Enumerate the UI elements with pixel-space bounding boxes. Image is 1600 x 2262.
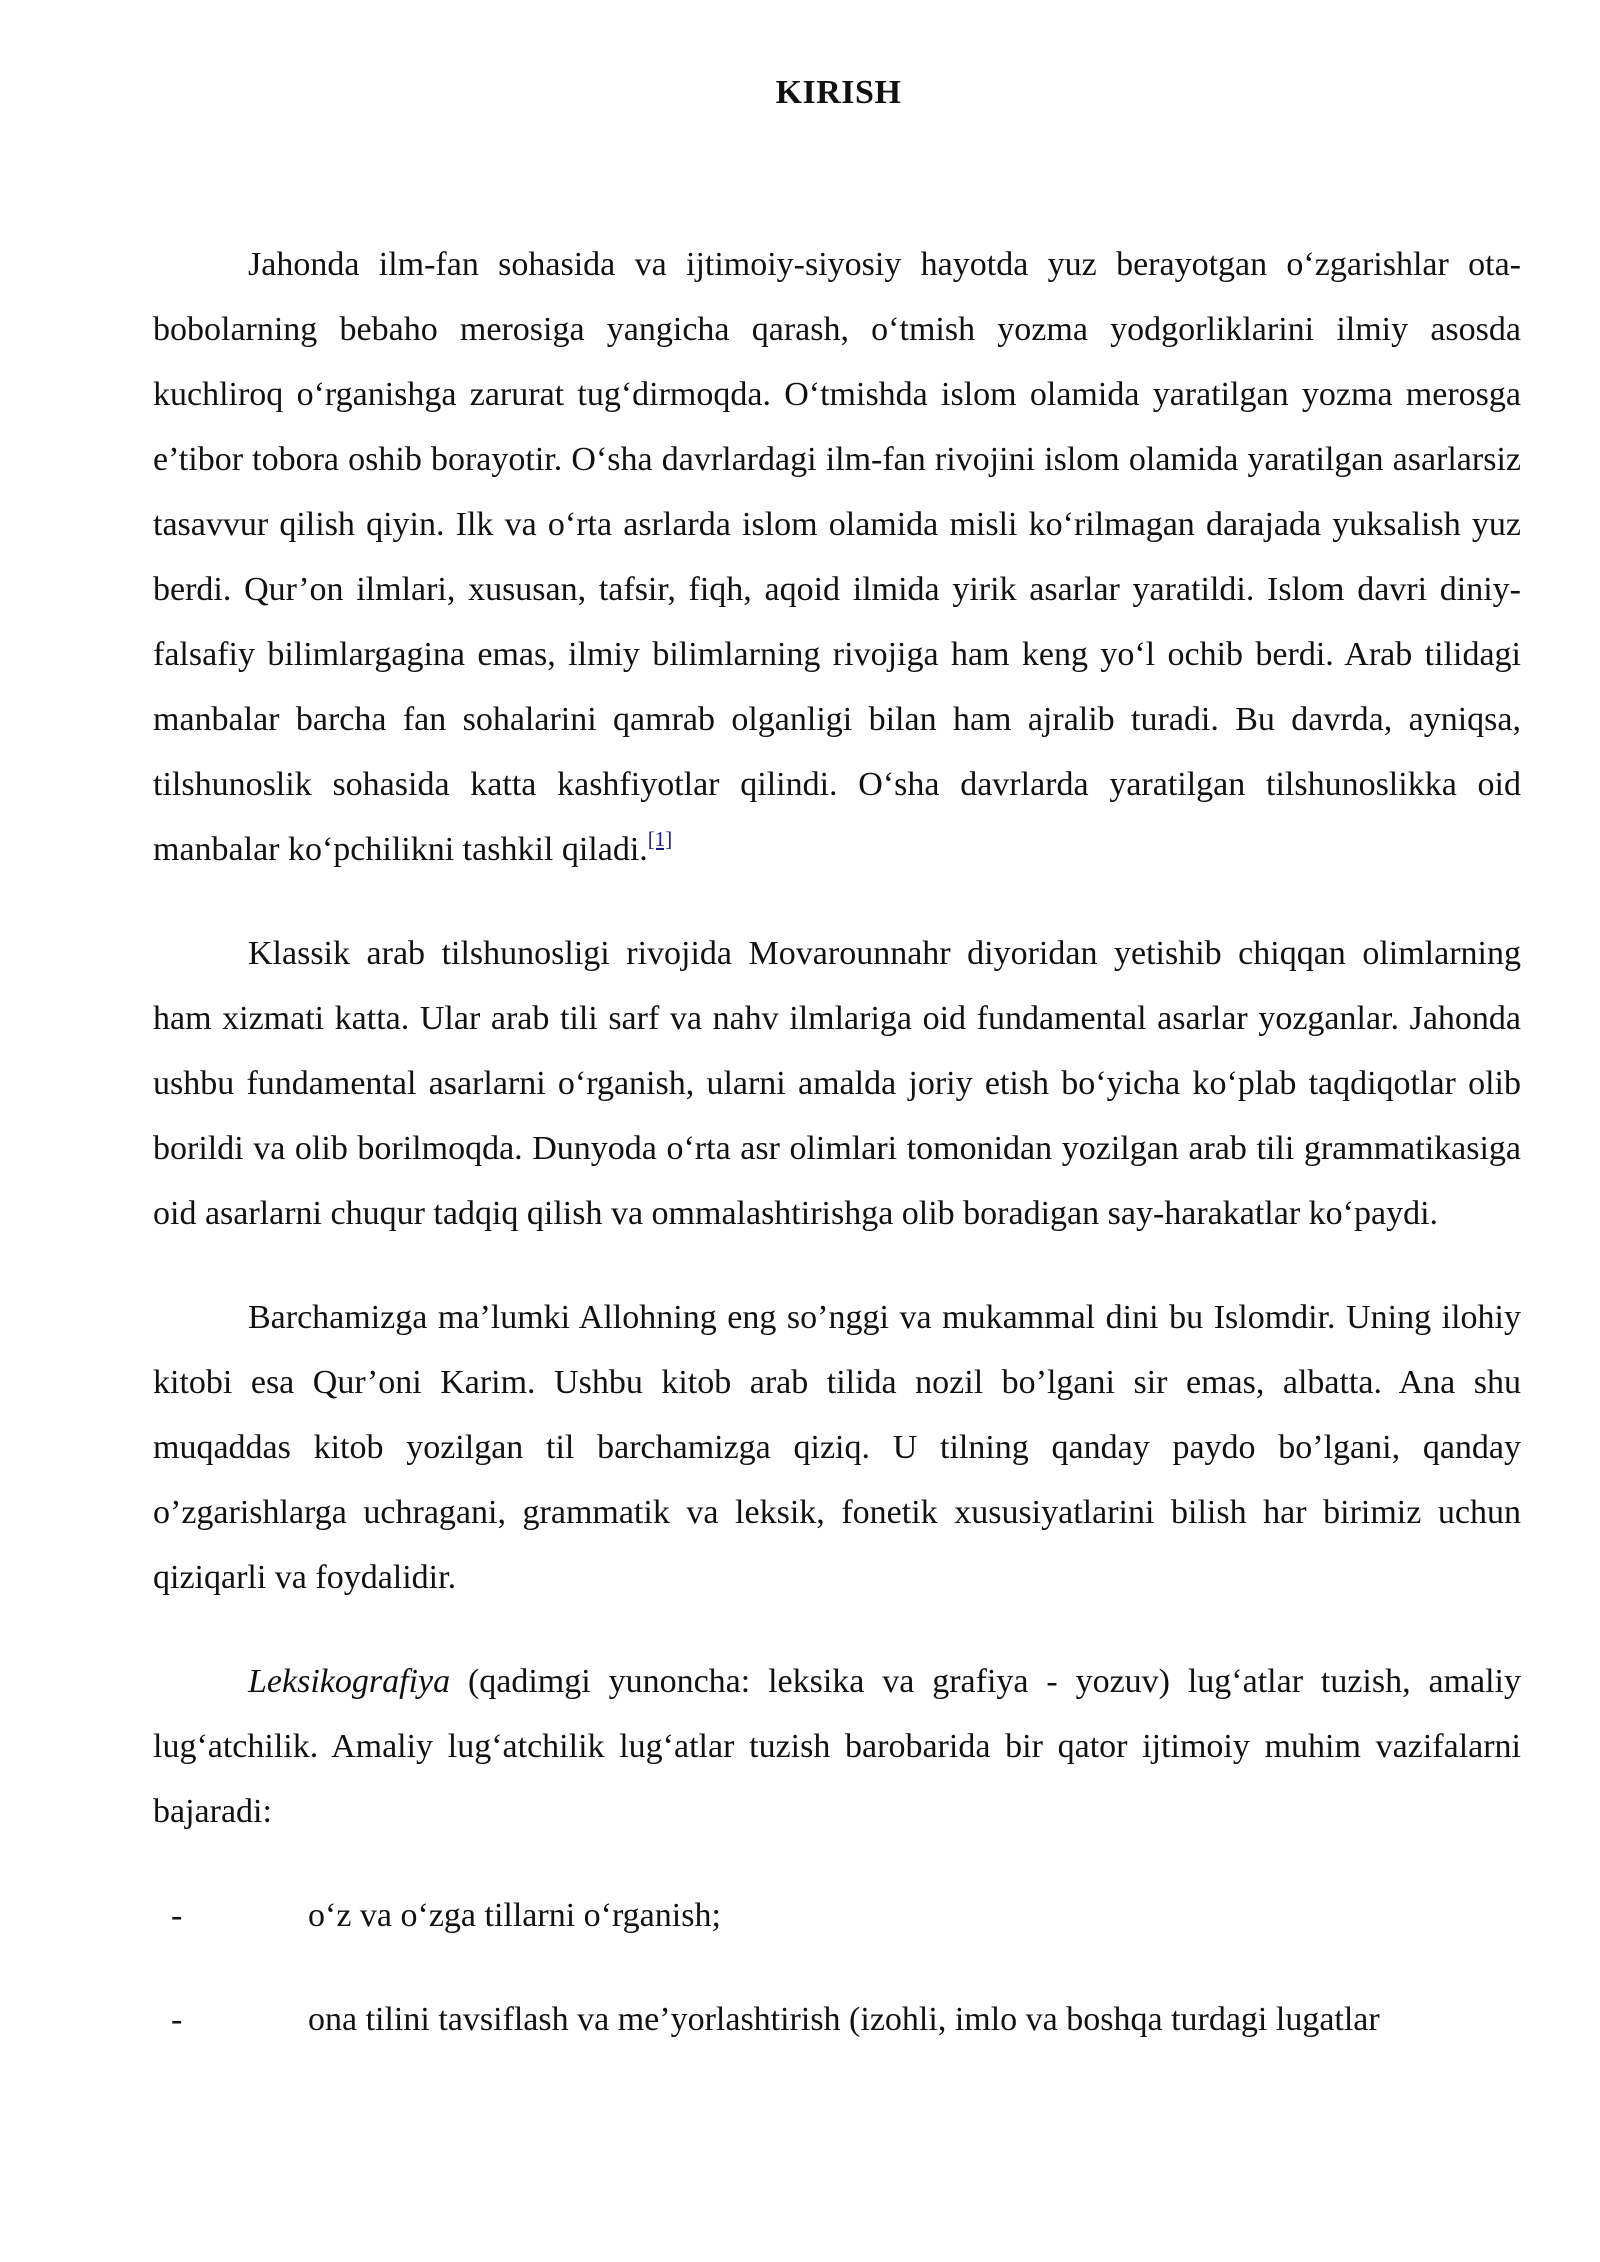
footnote-link[interactable]: [1] — [647, 827, 673, 851]
page-title: KIRISH — [775, 74, 902, 111]
paragraph-arab-linguistics: Klassik arab tilshunosligi rivojida Movarounnahr diyoridan yetishib chiqqan olimlarning ham xizmati katta. Ular arab tili sarf va nahv ilmlariga oid fundamental asarlar yozganlar. Jahonda ushbu fundamental asarlarni o‘rganish, ularni amalda joriy etish bo‘yicha ko‘plab taqdiqotlar olib borildi va olib borilmoqda. Dunyoda o‘rta asr olimlari tomonidan yozilgan arab tili grammatikasiga oid asarlarni chuqur tadqiq qilish va ommalashtirishga olib boradigan say-harakatlar ko‘paydi. — [153, 935, 1521, 1232]
italic-term: Leksikografiya — [248, 1663, 451, 1700]
list-item — [153, 1883, 1521, 1948]
task-list — [153, 1883, 1521, 2052]
paragraph-lexicography — [153, 1649, 1521, 1844]
list-item — [153, 1987, 1521, 2052]
paragraph-text: (qadimgi yunoncha: leksika va grafiya - yozuv) lug‘atlar tuzish, amaliy lug‘atchilik. Amaliy lug‘atchilik lug‘atlar tuzish barobarida bir qator ijtimoiy muhim vazifalarni bajaradi: — [153, 1663, 1521, 1830]
document-body — [153, 232, 1521, 2052]
list-item-text: ona tilini tavsiflash va me’yorlashtirish (izohli, imlo va boshqa turdagi lugatlar — [308, 2001, 1380, 2038]
paragraph-quran: Barchamizga ma’lumki Allohning eng so’nggi va mukammal dini bu Islomdir. Uning ilohiy kitobi esa Qur’oni Karim. Ushbu kitob arab tilida nozil bo’lgani sir emas, albatta. Ana shu muqaddas kitob yozilgan til barchamizga qiziq. U tilning qanday paydo bo’lgani, qanday o’zgarishlarga uchragani, grammatik va leksik, fonetik xususiyatlarini bilish har birimiz uchun qiziqarli va foydalidir. — [153, 1299, 1521, 1596]
paragraph-intro — [153, 232, 1521, 882]
list-dash: - — [171, 2001, 183, 2038]
list-dash: - — [171, 1897, 183, 1934]
paragraph-text: Jahonda ilm-fan sohasida va ijtimoiy-siyosiy hayotda yuz berayotgan o‘zgarishlar ota-bobolarning bebaho merosiga yangicha qarash, o‘tmish yozma yodgorliklarini ilmiy asosda kuchliroq o‘rganishga zarurat tug‘dirmoqda. O‘tmishda islom olamida yaratilgan yozma merosga e’tibor tobora oshib borayotir. O‘sha davrlardagi ilm-fan rivojini islom olamida yaratilgan asarlarsiz tasavvur qilish qiyin. Ilk va o‘rta asrlarda islom olamida misli ko‘rilmagan darajada yuksalish yuz berdi. Qur’on ilmlari, xususan, tafsir, fiqh, aqoid ilmida yirik asarlar yaratildi. Islom davri diniy-falsafiy bilimlargagina emas, ilmiy bilimlarning rivojiga ham keng yo‘l ochib berdi. Arab tilidagi manbalar barcha fan sohalarini qamrab olganligi bilan ham ajralib turadi. Bu davrda, ayniqsa, tilshunoslik sohasida katta kashfiyotlar qilindi. O‘sha davrlarda yaratilgan tilshunoslikka oid manbalar ko‘pchilikni tashkil qiladi. — [153, 246, 1521, 868]
list-item-text: o‘z va o‘zga tillarni o‘rganish; — [308, 1897, 721, 1934]
